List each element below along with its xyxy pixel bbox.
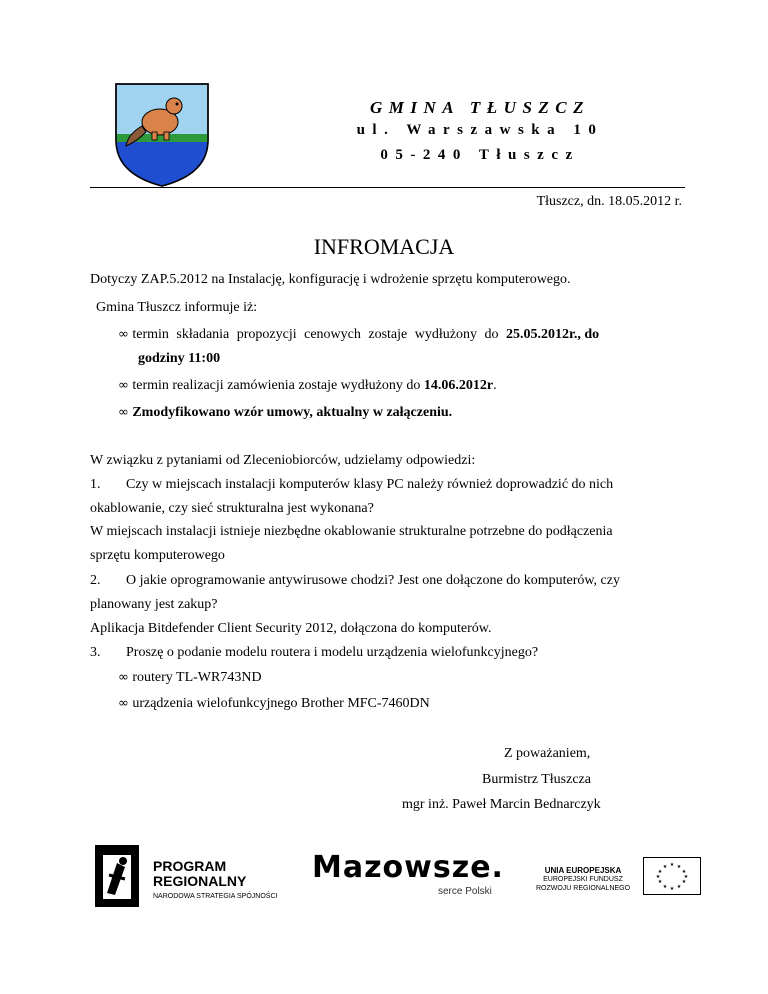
- intro-text: Dotyczy ZAP.5.2012 na Instalację, konfigurację i wdrożenie sprzętu komputerowego.: [90, 272, 571, 287]
- document-title: INFROMACJA: [313, 234, 455, 259]
- bullet-item-deadline: ∞ termin składania propozycji cenowych zostaje wydłużony do 25.05.2012r., do: [118, 327, 600, 342]
- question-1-line2: okablowanie, czy sieć strukturalna jest wykonana?: [90, 501, 374, 516]
- eu-label: UNIA EUROPEJSKA: [544, 866, 622, 875]
- question-2-line2: planowany jest zakup?: [90, 597, 218, 612]
- question-1-number: 1.: [90, 477, 101, 492]
- program-regionalny-logo: [95, 845, 285, 905]
- eu-text-block: [528, 866, 638, 893]
- mazowsze-logo: [312, 852, 512, 904]
- svg-text:★: ★: [676, 884, 682, 890]
- document-date: Tłuszcz, dn. 18.05.2012 r.: [536, 194, 682, 209]
- question-3-number: 3.: [90, 645, 101, 660]
- bullet-icon: ∞: [118, 670, 129, 685]
- informs-text: Gmina Tłuszcz informuje iż:: [96, 300, 258, 315]
- strategy-label: NARODOWA STRATEGIA SPÓJNOŚCI: [153, 893, 278, 900]
- bullet-item-realization: ∞ termin realizacji zamówienia zostaje wydłużony do 14.06.2012r.: [118, 378, 497, 393]
- eu-flag-icon: [643, 857, 701, 895]
- signature-name: mgr inż. Paweł Marcin Bednarczyk: [402, 797, 601, 812]
- answer-1-line2: sprzętu komputerowego: [90, 548, 225, 563]
- question-1-line1: Czy w miejscach instalacji komputerów klasy PC należy również doprowadzić do nich: [126, 477, 614, 492]
- bullet-item-deadline-cont: godziny 11:00: [138, 351, 221, 366]
- svg-text:★: ★: [681, 879, 687, 885]
- answer-1-line1: W miejscach instalacji istnieje niezbędne okablowanie strukturalne potrzebne do podłączenia: [90, 524, 613, 539]
- svg-text:★: ★: [683, 874, 689, 880]
- svg-text:★: ★: [681, 869, 687, 875]
- mazowsze-wordmark: Mazowsze.: [312, 850, 504, 885]
- eu-regional-label: ROZWOJU REGIONALNEGO: [535, 885, 631, 892]
- program-label: PROGRAM: [153, 858, 227, 874]
- gmina-name: GMINA TŁUSZCZ: [369, 98, 591, 117]
- svg-text:★: ★: [676, 864, 682, 870]
- street-address: ul. Warszawska 10: [356, 122, 604, 138]
- question-2-number: 2.: [90, 573, 101, 588]
- svg-text:★: ★: [655, 874, 661, 880]
- bullet-item-contract: ∞ Zmodyfikowano wzór umowy, aktualny w załączeniu.: [118, 405, 453, 420]
- svg-text:★: ★: [662, 884, 668, 890]
- question-2-line1: O jakie oprogramowanie antywirusowe chodzi? Jest one dołączone do komputerów, czy: [126, 573, 620, 588]
- svg-text:★: ★: [662, 864, 668, 870]
- answer-2: Aplikacja Bitdefender Client Security 2012, dołączona do komputerów.: [90, 621, 492, 636]
- signature-role: Burmistrz Tłuszcza: [482, 772, 591, 787]
- svg-text:★: ★: [669, 886, 675, 892]
- header-divider: [90, 187, 685, 188]
- eu-fund-label: EUROPEJSKI FUNDUSZ: [543, 876, 623, 883]
- coat-of-arms-icon: [114, 82, 210, 188]
- signature-greeting: Z poważaniem,: [504, 746, 591, 761]
- question-3-line1: Proszę o podanie modelu routera i modelu urządzenia wielofunkcyjnego?: [126, 645, 539, 660]
- bullet-icon: ∞: [118, 378, 129, 393]
- program-regionalny-emblem-icon: [95, 845, 139, 907]
- answer-3-mfp: ∞ urządzenia wielofunkcyjnego Brother MFC-7460DN: [118, 696, 430, 711]
- svg-text:★: ★: [657, 879, 663, 885]
- answer-3-router: ∞ routery TL-WR743ND: [118, 670, 262, 685]
- svg-text:★: ★: [669, 862, 675, 868]
- regionalny-label: REGIONALNY: [153, 873, 247, 889]
- bullet-icon: ∞: [118, 696, 129, 711]
- qa-intro: W związku z pytaniami od Zleceniobiorców, udzielamy odpowiedzi:: [90, 453, 476, 468]
- svg-text:★: ★: [657, 869, 663, 875]
- bullet-icon: ∞: [118, 405, 129, 420]
- bullet-icon: ∞: [118, 327, 129, 342]
- city-address: 05-240 Tłuszcz: [380, 147, 580, 163]
- serce-polski-label: serce Polski: [438, 886, 492, 897]
